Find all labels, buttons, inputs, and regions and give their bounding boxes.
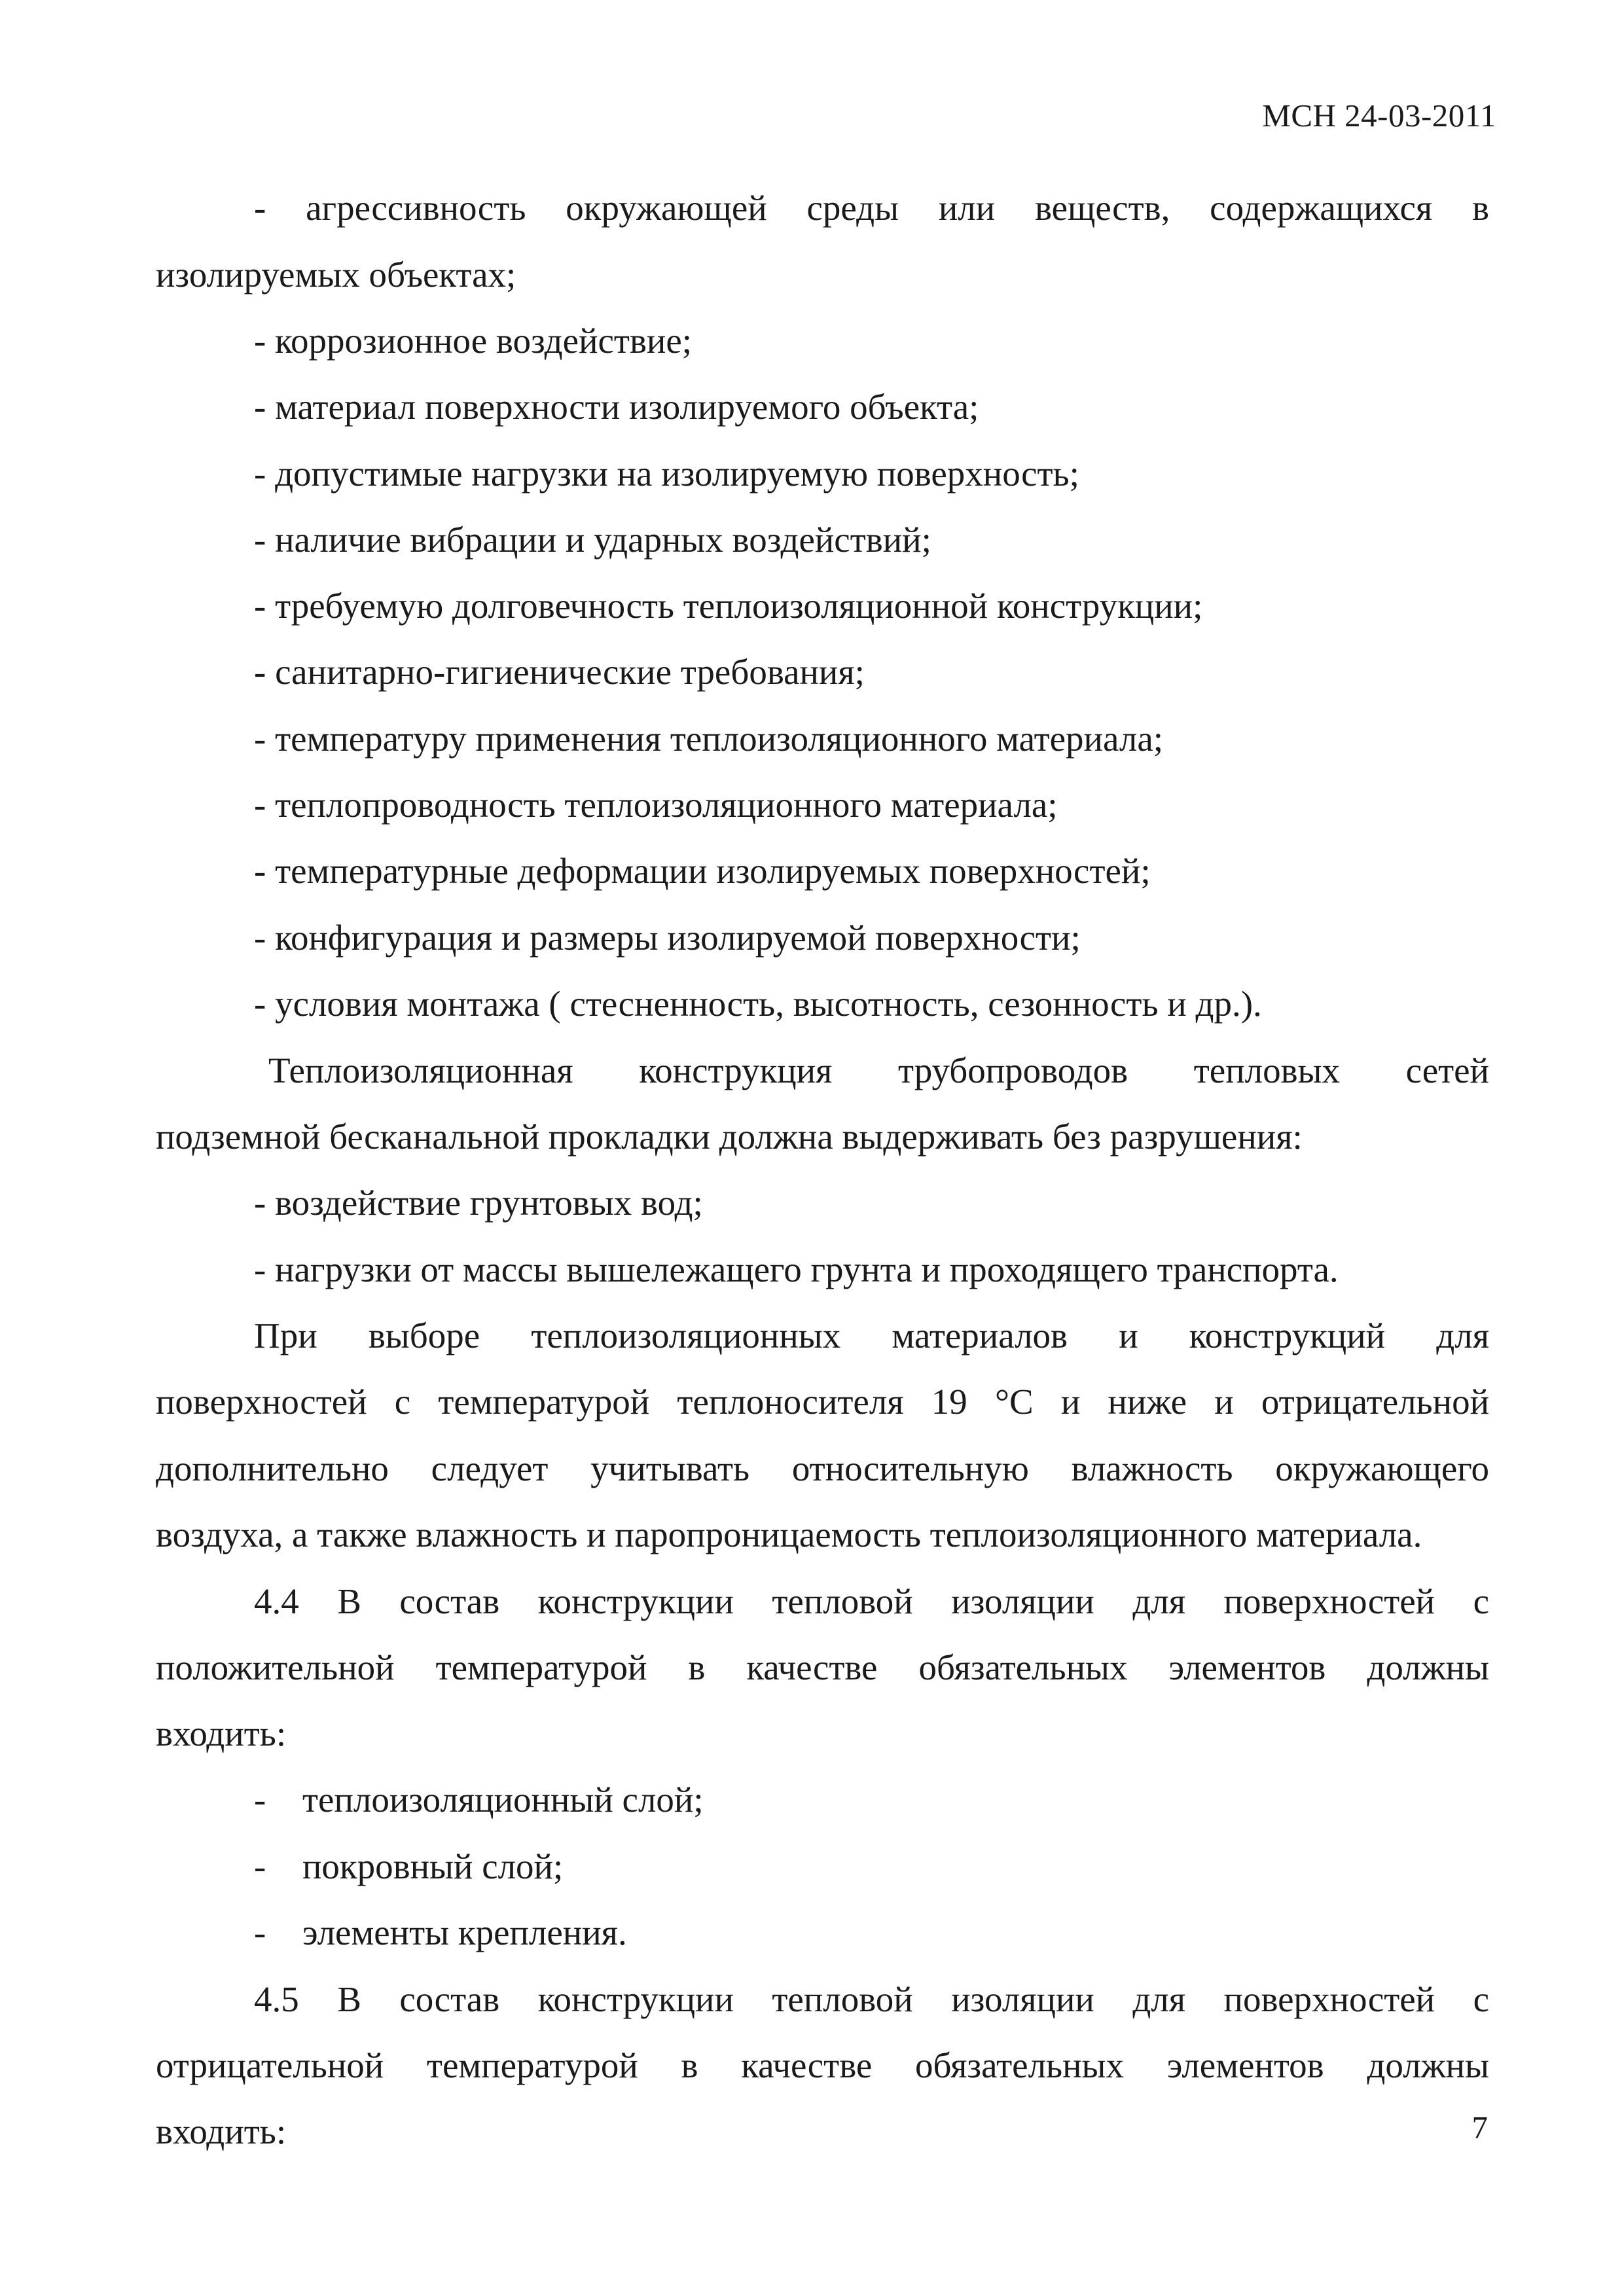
list-item: теплоизоляционный слой; (302, 1780, 704, 1820)
list-item: - допустимые нагрузки на изолируемую поверхность; (254, 454, 1079, 493)
list-dash: - (254, 1912, 266, 1952)
list-item: элементы крепления. (302, 1912, 627, 1952)
section-4-4-line: 4.4 В состав конструкции тепловой изоляции для поверхностей с (254, 1581, 1489, 1621)
list-item: покровный слой; (302, 1846, 564, 1886)
page-number: 7 (1471, 2109, 1488, 2145)
section-4-4-line: положительной температурой в качестве обязательных элементов должны (156, 1647, 1489, 1687)
section-4-5-line: входить: (156, 2111, 287, 2151)
list-dash: - (254, 1780, 266, 1820)
list-item: - температурные деформации изолируемых поверхностей; (254, 851, 1151, 891)
paragraph-line: дополнительно следует учитывать относительную влажность окружающего (156, 1448, 1489, 1488)
list-item: - санитарно-гигиенические требования; (254, 652, 865, 692)
paragraph-line: воздуха, а также влажность и паропроницаемость теплоизоляционного материала. (156, 1515, 1422, 1554)
paragraph-line: изолируемых объектах; (156, 255, 516, 295)
paragraph-line: Теплоизоляционная конструкция трубопроводов тепловых сетей (268, 1050, 1489, 1090)
list-item: - воздействие грунтовых вод; (254, 1183, 703, 1223)
list-item: - теплопроводность теплоизоляционного материала; (254, 785, 1058, 825)
section-4-5-line: 4.5 В состав конструкции тепловой изоляции для поверхностей с (254, 1979, 1489, 2019)
paragraph-line: При выборе теплоизоляционных материалов и конструкций для (254, 1316, 1489, 1355)
list-item: - условия монтажа ( стесненность, высотность, сезонность и др.). (254, 984, 1262, 1024)
list-item: - материал поверхности изолируемого объекта; (254, 387, 979, 427)
paragraph-line: - агрессивность окружающей среды или веществ, содержащихся в (254, 188, 1489, 228)
section-4-5-line: отрицательной температурой в качестве обязательных элементов должны (156, 2045, 1489, 2085)
list-item: - требуемую долговечность теплоизоляционной конструкции; (254, 586, 1203, 626)
list-item: - конфигурация и размеры изолируемой поверхности; (254, 918, 1081, 958)
paragraph-line: поверхностей с температурой теплоносителя 19 °С и ниже и отрицательной (156, 1382, 1489, 1422)
document-code: МСН 24-03-2011 (1262, 98, 1496, 134)
list-item: - коррозионное воздействие; (254, 321, 693, 361)
section-4-4-line: входить: (156, 1713, 287, 1753)
paragraph-line: подземной бесканальной прокладки должна выдерживать без разрушения: (156, 1117, 1303, 1157)
list-dash: - (254, 1846, 266, 1886)
list-item: - наличие вибрации и ударных воздействий; (254, 520, 931, 560)
list-item: - температуру применения теплоизоляционного материала; (254, 719, 1164, 759)
list-item: - нагрузки от массы вышележащего грунта и проходящего транспорта. (254, 1249, 1339, 1289)
